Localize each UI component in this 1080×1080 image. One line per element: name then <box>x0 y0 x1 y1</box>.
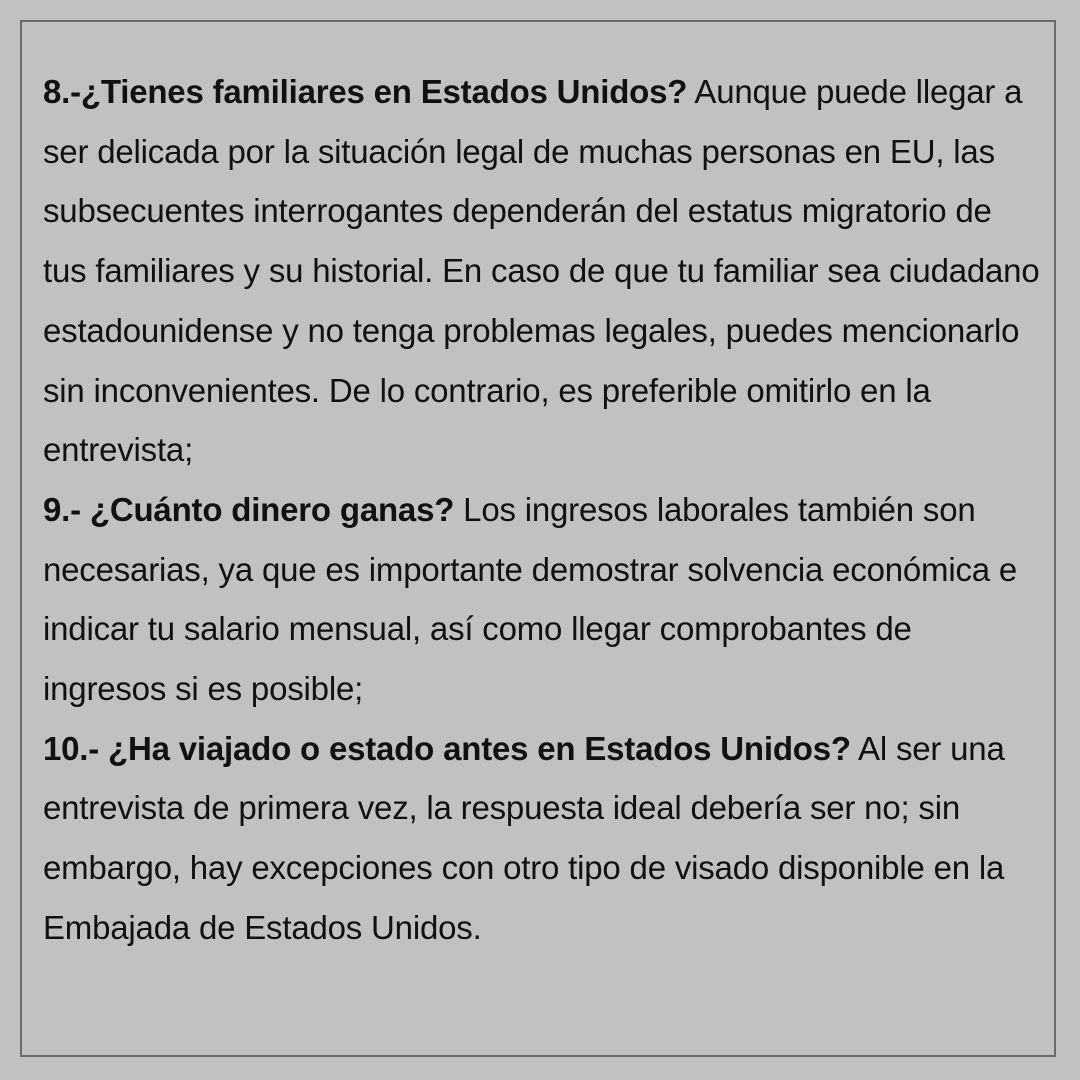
item-9 <box>43 480 1043 719</box>
item-8 <box>43 62 1043 480</box>
question-8: 8.-¿Tienes familiares en Estados Unidos? <box>43 73 688 110</box>
answer-9: Los ingresos laborales también son necesarias, ya que es importante demostrar solvencia económica e indicar tu salario mensual, así como llegar comprobantes de ingresos si es posible; <box>43 490 1018 708</box>
question-9: 9.- ¿Cuánto dinero ganas? <box>43 490 455 528</box>
answer-10: Al ser una entrevista de primera vez, la respuesta ideal debería ser no; sin embargo, hay excepciones con otro tipo de visado disponible en la Embajada de Estados Unidos. <box>43 729 1005 946</box>
item-10 <box>43 719 1043 958</box>
question-10: 10.- ¿Ha viajado o estado antes en Estados Unidos? <box>43 729 851 767</box>
content-card <box>20 20 1056 1057</box>
answer-8: Aunque puede llegar a ser delicada por la situación legal de muchas personas en EU, las subsecuentes interrogantes dependerán del estatus migratorio de tus familiares y su historial. En caso de que tu familiar sea ciudadano estadounidense y no tenga problemas legales, puedes mencionarlo sin inconvenientes. De lo contrario, es preferible omitirlo en la entrevista; <box>43 73 1040 469</box>
text-body <box>43 62 1043 958</box>
